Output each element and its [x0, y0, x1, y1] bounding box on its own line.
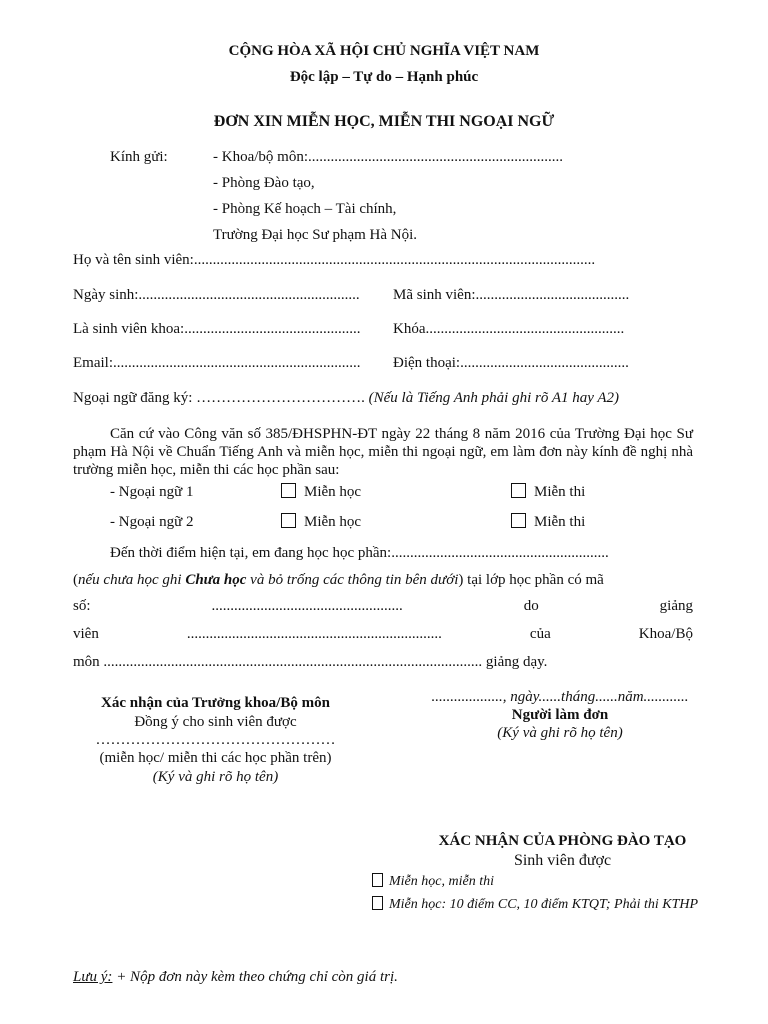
line-dots: .................................................................... — [186, 626, 442, 642]
country-header: CỘNG HÒA XÃ HỘI CHỦ NGHĨA VIỆT NAM — [228, 43, 540, 59]
checkbox-icon[interactable] — [511, 513, 526, 528]
line-word: số: — [73, 598, 91, 614]
language-field — [73, 389, 619, 407]
checkbox-icon[interactable] — [281, 513, 296, 528]
recipient-line: - Phòng Đào tạo, — [213, 175, 315, 191]
left-sign-title: Xác nhận của Trưởng khoa/Bộ môn — [101, 695, 330, 711]
office-option-label: Miễn học: 10 điểm CC, 10 điểm KTQT; Phải thi KTHP — [389, 897, 699, 912]
left-sign-dots: ………………………………………… — [95, 732, 336, 748]
course-field: Khóa..................................................... — [393, 321, 625, 337]
note-emphasis: Chưa học — [185, 572, 247, 588]
option-label: - Ngoại ngữ 2 — [110, 514, 194, 530]
note-text: nếu chưa học ghi — [78, 572, 186, 588]
form-title: ĐƠN XIN MIỄN HỌC, MIỄN THI NGOẠI NGỮ — [213, 113, 555, 130]
request-paragraph: Căn cứ vào Công văn số 385/ĐHSPHN-ĐT ngày 22 tháng 8 năm 2016 của Trường Đại học Sư phạm Hà Nội về Chuẩn Tiếng Anh và miễn học, miễn thi ngoại ngữ, em làm đơn này kính đề nghị nhà trường miễn học, miễn thi các học phần sau: — [73, 426, 693, 478]
line-word: Khoa/Bộ — [638, 626, 693, 642]
footer-label: Lưu ý: — [73, 969, 113, 985]
language-label: Ngoại ngữ đăng ký: ……………………………. — [73, 390, 369, 406]
option-exam — [511, 483, 585, 501]
current-course: Đến thời điểm hiện tại, em đang học học phần:.......................................................... — [110, 545, 609, 561]
recipient-line: Trường Đại học Sư phạm Hà Nội. — [213, 227, 418, 243]
option-study-label: Miễn học — [304, 484, 362, 500]
date-line: ..................., ngày......tháng......năm............ — [431, 689, 689, 705]
office-option — [372, 873, 494, 891]
left-sign-note: (Ký và ghi rõ họ tên) — [152, 769, 279, 785]
option-exam — [511, 513, 585, 531]
option-exam-label: Miễn thi — [534, 484, 586, 500]
line-word: viên — [73, 626, 99, 642]
recipient-line: - Phòng Kế hoạch – Tài chính, — [213, 201, 397, 217]
line-dots: ................................................... — [211, 598, 403, 614]
course-note — [73, 571, 604, 589]
line-word: giảng — [659, 598, 693, 614]
applicant-note: (Ký và ghi rõ họ tên) — [497, 725, 623, 741]
student-id-field: Mã sinh viên:......................................... — [393, 287, 630, 303]
checkbox-icon[interactable] — [372, 873, 383, 887]
name-field: Họ và tên sinh viên:........................................................................................................... — [73, 252, 596, 268]
line-word: do — [523, 598, 539, 614]
lecturer-line — [73, 626, 693, 643]
left-sign-line: (miễn học/ miễn thi các học phần trên) — [99, 750, 332, 766]
option-study-label: Miễn học — [304, 514, 362, 530]
option-study — [281, 513, 361, 531]
office-option — [372, 896, 698, 914]
note-close: ) tại lớp học phần có mã — [458, 572, 604, 588]
option-label: - Ngoại ngữ 1 — [110, 484, 194, 500]
language-note: (Nếu là Tiếng Anh phải ghi rõ A1 hay A2) — [368, 390, 620, 406]
email-field: Email:.................................................................. — [73, 355, 361, 371]
checkbox-icon[interactable] — [281, 483, 296, 498]
option-study — [281, 483, 361, 501]
dob-field: Ngày sinh:........................................................... — [73, 287, 360, 303]
footer-text: + Nộp đơn này kèm theo chứng chỉ còn giá trị. — [112, 969, 398, 985]
line-word: của — [529, 626, 551, 642]
applicant-title: Người làm đơn — [511, 707, 609, 723]
office-title: XÁC NHẬN CỦA PHÒNG ĐÀO TẠO — [438, 833, 687, 849]
checkbox-icon[interactable] — [372, 896, 383, 910]
motto: Độc lập – Tự do – Hạnh phúc — [289, 69, 479, 85]
recipient-line: - Khoa/bộ môn:.................................................................... — [213, 149, 563, 165]
department-line: môn ..................................................................................................... giảng dạy. — [73, 654, 548, 670]
checkbox-icon[interactable] — [511, 483, 526, 498]
office-subtitle: Sinh viên được — [513, 852, 612, 869]
faculty-field: Là sinh viên khoa:............................................... — [73, 321, 361, 337]
note-text: và bỏ trống các thông tin bên dưới — [246, 572, 459, 588]
option-exam-label: Miễn thi — [534, 514, 586, 530]
phone-field: Điện thoại:............................................. — [393, 355, 629, 371]
left-sign-line: Đồng ý cho sinh viên được — [134, 714, 297, 730]
note-open: ( — [73, 572, 78, 588]
recipients-label: Kính gửi: — [110, 149, 168, 165]
office-option-label: Miễn học, miễn thi — [389, 874, 494, 889]
footer-note — [73, 968, 398, 986]
course-code-line — [73, 598, 693, 615]
